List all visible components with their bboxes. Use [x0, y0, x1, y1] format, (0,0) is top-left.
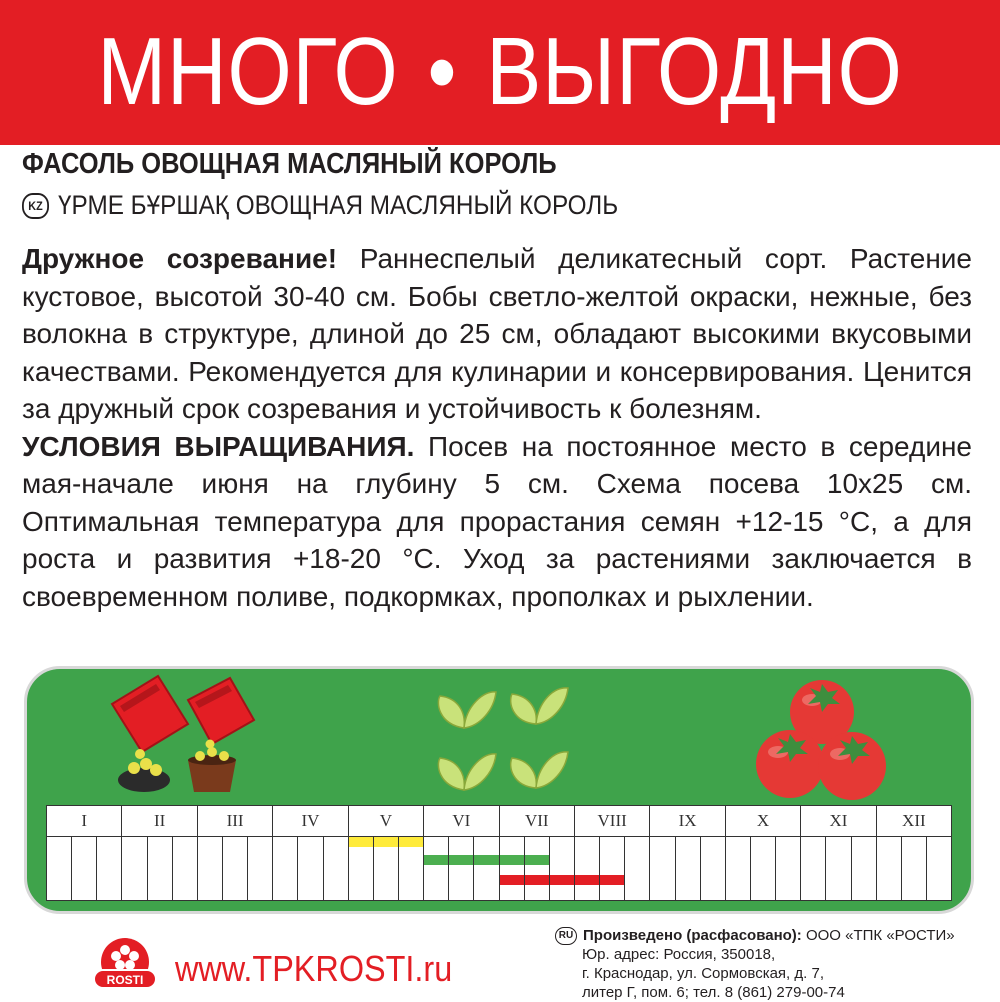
- calendar-decade-cell: [423, 837, 448, 901]
- calendar-decade-cell: [775, 837, 800, 901]
- product-title-kz-text: ҮРМЕ БҰРШАҚ ОВОЩНАЯ МАСЛЯНЫЙ КОРОЛЬ: [58, 190, 619, 220]
- tomato-icon: [756, 730, 824, 798]
- product-title-kz: [22, 190, 618, 221]
- producer-name: ООО «ТПК «РОСТИ»: [801, 927, 955, 944]
- calendar-month-3: III: [197, 805, 272, 837]
- producer-info: [555, 926, 955, 1002]
- calendar-decade-cell: [750, 837, 775, 901]
- promo-banner-text: [70, 2, 930, 142]
- calendar-month-5: V: [348, 805, 423, 837]
- calendar-decade-cell: [675, 837, 700, 901]
- calendar-decade-cell: [373, 837, 398, 901]
- tomatoes-illustration: [752, 676, 892, 804]
- calendar-decade-cell: [499, 837, 524, 901]
- sowing-bar: [399, 837, 423, 847]
- calendar-decade-cell: [473, 837, 498, 901]
- kz-badge-icon: KZ: [22, 193, 49, 219]
- calendar-month-row: [46, 805, 952, 837]
- seedling-leaf-icon: [511, 688, 568, 724]
- calendar-decade-cell: [825, 837, 850, 901]
- calendar-month-4: IV: [272, 805, 347, 837]
- calendar-decade-cell: [926, 837, 952, 901]
- calendar-decade-cell: [247, 837, 272, 901]
- calendar-decade-cell: [599, 837, 624, 901]
- harvest-bar: [500, 875, 524, 885]
- growing-paragraph: [22, 428, 972, 616]
- calendar-decade-cell: [700, 837, 725, 901]
- seed-packet-icon: [188, 678, 254, 744]
- promo-banner: [0, 0, 1000, 145]
- calendar-decade-cell: [46, 837, 71, 901]
- seedlings-illustration: [428, 672, 578, 800]
- calendar-decade-cell: [71, 837, 96, 901]
- harvest-bar: [575, 875, 599, 885]
- growing-bar: [525, 855, 549, 865]
- calendar-decade-cell: [297, 837, 322, 901]
- website-link[interactable]: www.TPKROSTI.ru: [175, 948, 453, 989]
- calendar-month-12: XII: [876, 805, 952, 837]
- tomato-icon: [818, 732, 886, 800]
- calendar-decade-cell: [800, 837, 825, 901]
- seedling-leaf-icon: [438, 692, 496, 728]
- rosti-logo: [90, 936, 160, 994]
- description-paragraph: [22, 240, 972, 428]
- sowing-bar: [349, 837, 373, 847]
- calendar-decade-cell: [524, 837, 549, 901]
- calendar-decade-cell: [649, 837, 674, 901]
- calendar-decade-cell: [448, 837, 473, 901]
- seedling-leaf-icon: [438, 754, 496, 790]
- rosti-logo-text: ROSTI: [106, 973, 144, 987]
- calendar-decade-cell: [725, 837, 750, 901]
- calendar-decade-cell: [348, 837, 373, 901]
- calendar-month-7: VII: [499, 805, 574, 837]
- calendar-month-1: I: [46, 805, 121, 837]
- calendar-decade-cell: [323, 837, 348, 901]
- calendar-decade-cell: [147, 837, 172, 901]
- calendar-decade-cell: [624, 837, 649, 901]
- calendar-decade-cell: [574, 837, 599, 901]
- calendar-month-8: VIII: [574, 805, 649, 837]
- calendar-month-9: IX: [649, 805, 724, 837]
- address-line-2: г. Краснодар, ул. Сормовская, д. 7,: [582, 965, 824, 983]
- calendar-decade-cell: [549, 837, 574, 901]
- growing-bar: [424, 855, 448, 865]
- harvest-bar: [525, 875, 549, 885]
- seed-packets-illustration: [100, 668, 260, 802]
- calendar-decade-cell: [121, 837, 146, 901]
- harvest-bar: [600, 875, 624, 885]
- calendar-decade-cell: [901, 837, 926, 901]
- growing-bar: [500, 855, 524, 865]
- growing-lead: УСЛОВИЯ ВЫРАЩИВАНИЯ.: [22, 430, 415, 462]
- calendar-month-11: XI: [800, 805, 875, 837]
- description-lead: Дружное созревание!: [22, 243, 338, 274]
- seed-packet-icon: [112, 676, 188, 752]
- produced-label: Произведено (расфасовано):: [583, 927, 802, 944]
- growing-bar: [449, 855, 473, 865]
- calendar-decade-cell: [172, 837, 197, 901]
- banner-word-1: МНОГО: [97, 18, 399, 125]
- seedling-leaf-icon: [511, 752, 568, 788]
- description-text: Раннеспелый деликатесный сорт. Растение кустовое, высотой 30-40 см. Бобы светло-желтой окраски, нежные, без волокна в структуре, длиной до 25 см, обладают высокими вкусовыми качествами. Рекомендуется для кулинарии и консервирования. Ценится за дружный срок созревания и устойчивость к болезням.: [22, 243, 973, 424]
- seed-pot-icon: [188, 740, 236, 793]
- calendar-decade-cell: [398, 837, 423, 901]
- calendar-decade-cell: [222, 837, 247, 901]
- growing-bar: [474, 855, 498, 865]
- ru-badge-icon: RU: [555, 927, 577, 945]
- calendar-month-2: II: [121, 805, 196, 837]
- address-line-3: литер Г, пом. 6; тел. 8 (861) 279-00-74: [582, 984, 845, 1002]
- calendar-month-10: X: [725, 805, 800, 837]
- producer-line: [555, 926, 955, 945]
- description-block: [22, 240, 972, 615]
- growing-calendar: [46, 805, 952, 901]
- growing-text: Посев на постоянное место в середине мая-начале июня на глубину 5 см. Схема посева 10х25 см. Оптимальная температура для прорастания семян +12-15 °С, а для роста и развития +18-20 °С. Уход за растениями заключается в своевременном поливе, подкормках, прополках и рыхлении.: [22, 430, 972, 612]
- sowing-bar: [374, 837, 398, 847]
- banner-word-2: ВЫГОДНО: [486, 18, 903, 125]
- address-line-1: Юр. адрес: Россия, 350018,: [582, 946, 776, 964]
- calendar-decade-cell: [851, 837, 876, 901]
- calendar-decade-cell: [197, 837, 222, 901]
- calendar-decade-cell: [272, 837, 297, 901]
- banner-dot: •: [427, 18, 458, 125]
- seeds-in-soil-icon: [118, 749, 170, 792]
- calendar-decade-cell: [876, 837, 901, 901]
- calendar-decade-cell: [96, 837, 121, 901]
- product-title: ФАСОЛЬ ОВОЩНАЯ МАСЛЯНЫЙ КОРОЛЬ: [22, 148, 557, 180]
- calendar-month-6: VI: [423, 805, 498, 837]
- harvest-bar: [550, 875, 574, 885]
- calendar-decade-row: [46, 837, 952, 901]
